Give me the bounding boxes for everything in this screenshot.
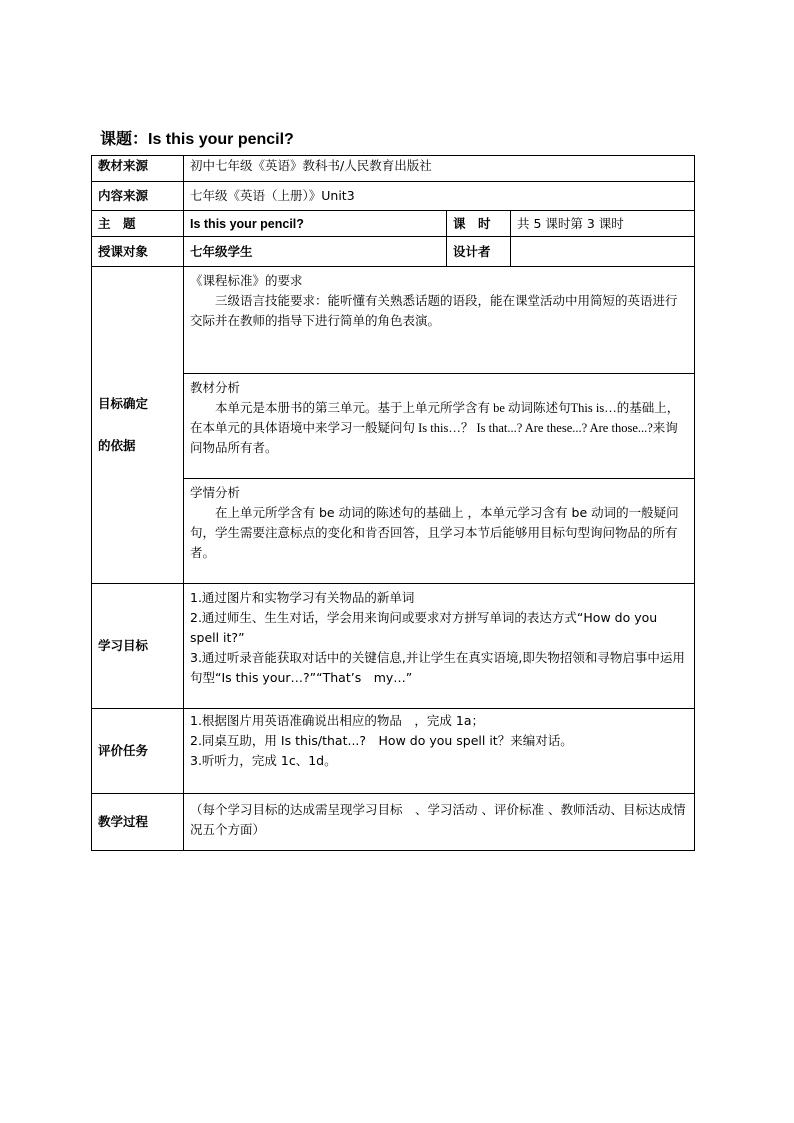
textbook-heading: 教材分析	[190, 380, 241, 395]
title-text: Is this your pencil?	[148, 131, 294, 148]
topic-label: 主 题	[92, 211, 184, 237]
source-value: 初中七年级《英语》教科书/人民教育出版社	[184, 156, 695, 182]
title-prefix: 课题：	[100, 131, 149, 148]
process-cell	[184, 794, 695, 851]
learner-heading: 学情分析	[190, 485, 241, 500]
designer-label: 设计者	[447, 237, 511, 267]
process-text: （每个学习目标的达成需呈现学习目标 、学习活动 、评价标准 、教师活动、目标达成情况五个方面）	[190, 802, 686, 837]
audience-value: 七年级学生	[184, 237, 447, 267]
assessment-item-3: 3.听听力，完成 1c、1d。	[190, 753, 337, 768]
goal-item-2: 2.通过师生、生生对话，学会用来询问或要求对方拼写单词的表达方式“How do you spell it?”	[190, 610, 658, 645]
content-value: 七年级《英语（上册）》Unit3	[184, 182, 695, 211]
period-label: 课 时	[447, 211, 511, 237]
standard-heading: 《课程标准》的要求	[190, 273, 303, 288]
learner-cell	[184, 479, 695, 584]
basis-label-line1: 目标确定	[98, 396, 149, 411]
assessment-item-2: 2.同桌互助，用 Is this/that...? How do you spell it？来编对话。	[190, 733, 573, 748]
textbook-text: 本单元是本册书的第三单元。基于上单元所学含有 be 动词陈述句This is…的基础上，在本单元的具体语境中来学习一般疑问句 Is this…？ Is that...? Are these...? Are those...?来询问物品所有者。	[190, 401, 680, 455]
goals-label: 学习目标	[92, 584, 184, 709]
basis-label-line2: 的依据	[98, 438, 136, 453]
row-assessment	[92, 709, 695, 794]
assessment-item-1: 1.根据图片用英语准确说出相应的物品 ，完成 1a；	[190, 713, 485, 728]
row-source	[92, 156, 695, 182]
row-process	[92, 794, 695, 851]
assessment-label: 评价任务	[92, 709, 184, 794]
audience-label: 授课对象	[92, 237, 184, 267]
row-goals	[92, 584, 695, 709]
page-title	[100, 126, 294, 149]
content-label: 内容来源	[92, 182, 184, 211]
standard-cell	[184, 267, 695, 374]
row-standard	[92, 267, 695, 374]
goals-cell	[184, 584, 695, 709]
row-topic	[92, 211, 695, 237]
lesson-plan-table	[91, 155, 695, 851]
period-value: 共 5 课时第 3 课时	[511, 211, 695, 237]
basis-label	[92, 267, 184, 584]
standard-text: 三级语言技能要求：能听懂有关熟悉话题的语段，能在课堂活动中用简短的英语进行交际并在教师的指导下进行简单的角色表演。	[190, 293, 678, 328]
goal-item-1: 1.通过图片和实物学习有关物品的新单词	[190, 590, 415, 605]
textbook-cell	[184, 374, 695, 479]
topic-value: Is this your pencil?	[184, 211, 447, 237]
row-audience	[92, 237, 695, 267]
assessment-cell	[184, 709, 695, 794]
designer-value	[511, 237, 695, 267]
source-label: 教材来源	[92, 156, 184, 182]
goal-item-3: 3.通过听录音能获取对话中的关键信息,并让学生在真实语境,即失物招领和寻物启事中运用句型“Is this your…?”“That’s my…”	[190, 650, 685, 685]
process-label: 教学过程	[92, 794, 184, 851]
row-content	[92, 182, 695, 211]
learner-text: 在上单元所学含有 be 动词的陈述句的基础上 ，本单元学习含有 be 动词的一般疑问句，学生需要注意标点的变化和肯否回答，且学习本节后能够用目标句型询问物品的所有者。	[190, 505, 679, 560]
